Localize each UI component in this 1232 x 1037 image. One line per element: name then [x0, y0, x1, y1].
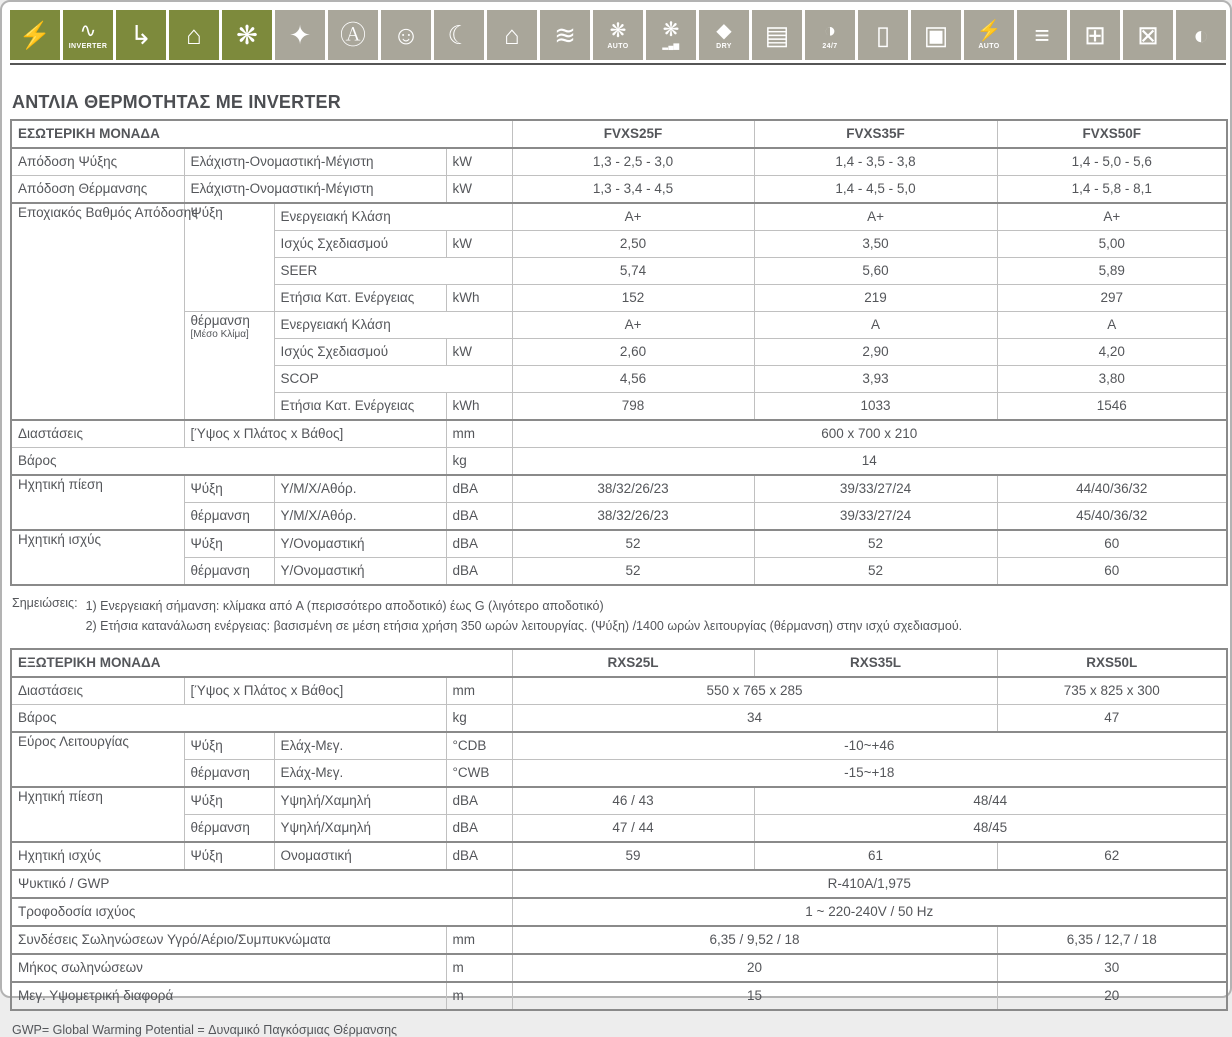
unit-cell: m	[446, 954, 512, 982]
auto-restart-icon	[964, 10, 1014, 60]
icon-glyph: ⌂	[186, 20, 202, 50]
unit-cell: dBA	[446, 530, 512, 558]
value-cell: 297	[997, 285, 1227, 312]
value-cell: A	[997, 312, 1227, 339]
seasonal-cooling-class-row	[11, 203, 1227, 231]
unit-cell: dBA	[446, 558, 512, 586]
value-cell: 46 / 43	[512, 787, 754, 815]
value-cell: 4,56	[512, 366, 754, 393]
unit-cell: dBA	[446, 842, 512, 870]
mode-cell: Ψύξη	[184, 203, 274, 312]
value-cell: 1,3 - 2,5 - 3,0	[512, 148, 754, 176]
spec-cell: Υψηλή/Χαμηλή	[274, 787, 446, 815]
value-cell: 1,4 - 4,5 - 5,0	[754, 176, 997, 204]
value-cell: 1033	[754, 393, 997, 421]
model-header-cell: RXS50L	[997, 649, 1227, 677]
sound-pressure-heating-row	[11, 815, 1227, 843]
model-header-cell: FVXS25F	[512, 120, 754, 148]
value-cell: -15~+18	[512, 760, 1227, 788]
value-cell: A+	[754, 203, 997, 231]
value-cell: 5,89	[997, 258, 1227, 285]
value-cell: 52	[754, 530, 997, 558]
value-cell: A	[754, 312, 997, 339]
mode-cell: θέρμανση	[184, 558, 274, 586]
indoor-table-title: ΕΣΩΤΕΡΙΚΗ ΜΟΝΑΔΑ	[11, 120, 512, 148]
label-cell: Εποχιακός Βαθμός Απόδοσης	[11, 203, 184, 420]
icon-glyph: ❋	[609, 19, 627, 42]
outdoor-unit-table	[10, 648, 1228, 1011]
value-cell: 1,3 - 3,4 - 4,5	[512, 176, 754, 204]
icon-glyph: ↳	[130, 20, 152, 50]
value-cell: 20	[997, 982, 1227, 1010]
spec-cell: SEER	[274, 258, 512, 285]
comfort-airflow-icon	[381, 10, 431, 60]
icon-glyph: ⊠	[1137, 20, 1159, 50]
icon-glyph: ❋	[236, 20, 258, 50]
value-cell: 550 x 765 x 285	[512, 677, 997, 705]
label-cell: Ηχητική πίεση	[11, 475, 184, 530]
spec-cell: [Ύψος x Πλάτος x Βάθος]	[184, 420, 446, 448]
piping-connections-row	[11, 926, 1227, 954]
label-cell: Ηχητική ισχύς	[11, 842, 184, 870]
infrared-remote-icon	[858, 10, 908, 60]
icon-tag-label: ▂▄▆	[662, 43, 680, 50]
value-cell: 5,00	[997, 231, 1227, 258]
weight-row	[11, 705, 1227, 733]
value-cell: 5,74	[512, 258, 754, 285]
spec-cell: Υ/Ονομαστική	[274, 530, 446, 558]
piping-length-row	[11, 954, 1227, 982]
gwp-footer-note: GWP= Global Warming Potential = Δυναμικό Παγκόσμιας Θέρμανσης	[12, 1023, 398, 1037]
unit-cell: dBA	[446, 787, 512, 815]
value-cell: R-410A/1,975	[512, 870, 1227, 898]
value-cell: 60	[997, 530, 1227, 558]
spec-cell: SCOP	[274, 366, 512, 393]
value-cell: 15	[512, 982, 997, 1010]
value-cell: 52	[512, 530, 754, 558]
spec-cell: Υψηλή/Χαμηλή	[274, 815, 446, 843]
spec-cell: Υ/Μ/Χ/Αθόρ.	[274, 503, 446, 531]
spec-cell: Υ/Ονομαστική	[274, 558, 446, 586]
model-header-cell: FVXS50F	[997, 120, 1227, 148]
icon-glyph: ◑	[823, 19, 837, 42]
mode-cell: Ψύξη	[184, 475, 274, 503]
label-cell: Τροφοδοσία ισχύος	[11, 898, 512, 926]
auto-cool-heat-icon	[328, 10, 378, 60]
program-dry-icon	[699, 10, 749, 60]
unit-cell: dBA	[446, 815, 512, 843]
label-cell: Συνδέσεις Σωληνώσεων Υγρό/Αέριο/Συμπυκνώματα	[11, 926, 446, 954]
whisper-quiet-fan-icon	[222, 10, 272, 60]
sound-power-cooling-row	[11, 530, 1227, 558]
label-cell: Ηχητική ισχύς	[11, 530, 184, 585]
notes-block	[12, 596, 1222, 636]
value-cell: 39/33/27/24	[754, 503, 997, 531]
unit-cell: mm	[446, 926, 512, 954]
icon-glyph: ⚡	[976, 19, 1002, 42]
mode-label: θέρμανση	[190, 313, 250, 328]
auto-fan-speed-icon	[593, 10, 643, 60]
mode-cell: Ψύξη	[184, 787, 274, 815]
operation-range-cooling-row	[11, 732, 1227, 760]
label-cell: Βάρος	[11, 448, 446, 476]
unit-cell: kWh	[446, 393, 512, 421]
unit-cell: kW	[446, 231, 512, 258]
spec-cell: Ελάχιστη-Ονομαστική-Μέγιστη	[184, 148, 446, 176]
mode-cell: θέρμανση	[184, 815, 274, 843]
unit-cell: kW	[446, 176, 512, 204]
spec-cell: Ετήσια Κατ. Ενέργειας	[274, 393, 446, 421]
label-cell: Μεγ. Υψομετρική διαφορά	[11, 982, 446, 1010]
icon-tag-label: 24/7	[822, 42, 838, 50]
heating-capacity-row	[11, 176, 1227, 204]
icon-glyph: ❋	[662, 19, 680, 41]
icon-glyph: Ⓐ	[339, 20, 366, 50]
value-cell: 2,90	[754, 339, 997, 366]
night-quiet-mode-icon	[434, 10, 484, 60]
value-cell: 30	[997, 954, 1227, 982]
value-cell: 735 x 825 x 300	[997, 677, 1227, 705]
value-cell: 1,4 - 3,5 - 3,8	[754, 148, 997, 176]
spec-cell: Ελάχ-Μεγ.	[274, 732, 446, 760]
unit-cell: kW	[446, 148, 512, 176]
wired-remote-icon	[911, 10, 961, 60]
value-cell: 14	[512, 448, 1227, 476]
sound-pressure-cooling-row	[11, 787, 1227, 815]
model-header-cell: RXS35L	[754, 649, 997, 677]
label-cell: Βάρος	[11, 705, 446, 733]
icon-glyph: ≡	[1034, 20, 1050, 50]
value-cell: A+	[997, 203, 1227, 231]
standby-saving-icon	[116, 10, 166, 60]
dimensions-row	[11, 677, 1227, 705]
unit-cell: °CDB	[446, 732, 512, 760]
label-cell: Απόδοση Ψύξης	[11, 148, 184, 176]
value-cell: 38/32/26/23	[512, 475, 754, 503]
value-cell: 52	[754, 558, 997, 586]
value-cell: 47	[997, 705, 1227, 733]
value-cell: 4,20	[997, 339, 1227, 366]
climate-label: [Μέσο Κλίμα]	[190, 328, 249, 340]
spec-cell: Ελάχιστη-Ονομαστική-Μέγιστη	[184, 176, 446, 204]
icon-glyph: ◐	[1193, 20, 1209, 50]
value-cell: 44/40/36/32	[997, 475, 1227, 503]
value-cell: 38/32/26/23	[512, 503, 754, 531]
unit-cell: mm	[446, 420, 512, 448]
multi-room-icon	[1123, 10, 1173, 60]
operation-range-heating-row	[11, 760, 1227, 788]
value-cell: 3,80	[997, 366, 1227, 393]
value-cell: 2,50	[512, 231, 754, 258]
mode-cell: Ψύξη	[184, 530, 274, 558]
value-cell: 48/45	[754, 815, 1227, 843]
icon-tag-label: AUTO	[607, 42, 629, 50]
spec-cell: Ενεργειακή Κλάση	[274, 312, 512, 339]
icon-glyph: ☺	[392, 20, 420, 50]
page-title: ΑΝΤΛΙΑ ΘΕΡΜΟΤΗΤΑΣ ΜΕ INVERTER	[12, 92, 341, 112]
label-cell: Μήκος σωληνώσεων	[11, 954, 446, 982]
spec-cell: Ισχύς Σχεδιασμού	[274, 231, 446, 258]
value-cell: 600 x 700 x 210	[512, 420, 1227, 448]
sound-pressure-cooling-row	[11, 475, 1227, 503]
dimensions-row	[11, 420, 1227, 448]
icon-tag-label: AUTO	[978, 42, 1000, 50]
piggy-bank-energy-saving-icon	[10, 10, 60, 60]
spec-cell: Ετήσια Κατ. Ενέργειας	[274, 285, 446, 312]
icon-glyph: ✦	[289, 20, 311, 50]
value-cell: 60	[997, 558, 1227, 586]
icon-glyph: ▯	[875, 20, 891, 50]
powerful-mode-icon	[275, 10, 325, 60]
label-cell: Απόδοση Θέρμανσης	[11, 176, 184, 204]
spec-cell: Ενεργειακή Κλάση	[274, 203, 512, 231]
indoor-unit-table	[10, 119, 1228, 586]
sound-power-heating-row	[11, 558, 1227, 586]
label-cell: Εύρος Λειτουργίας	[11, 732, 184, 787]
value-cell: A+	[512, 312, 754, 339]
icon-glyph: ⚡	[18, 20, 52, 50]
unit-cell: kWh	[446, 285, 512, 312]
flexible-installation-icon	[1176, 10, 1226, 60]
feature-icon-strip	[10, 10, 1226, 65]
indoor-header-row	[11, 120, 1227, 148]
seasonal-heating-class-row	[11, 312, 1227, 339]
value-cell: 6,35 / 12,7 / 18	[997, 926, 1227, 954]
weight-row	[11, 448, 1227, 476]
cooling-capacity-row	[11, 148, 1227, 176]
value-cell: A+	[512, 203, 754, 231]
spec-cell: Ισχύς Σχεδιασμού	[274, 339, 446, 366]
unit-cell: kg	[446, 448, 512, 476]
icon-glyph: ⊞	[1084, 20, 1106, 50]
sound-power-row	[11, 842, 1227, 870]
note-line: 2) Ετήσια κατανάλωση ενέργειας: βασισμένη σε μέση ετήσια χρήση 350 ωρών λειτουργίας. (Ψύξη) /1400 ωρών λειτουργίας (θέρμανση) στην ισχύ σχεδιασμού.	[85, 619, 963, 633]
note-line: 1) Ενεργειακή σήμανση: κλίμακα από A (περισσότερο αποδοτικό) έως G (λιγότερο αποδοτικό)	[85, 599, 604, 613]
spec-cell: Υ/Μ/Χ/Αθόρ.	[274, 475, 446, 503]
value-cell: -10~+46	[512, 732, 1227, 760]
model-header-cell: RXS25L	[512, 649, 754, 677]
value-cell: 61	[754, 842, 997, 870]
value-cell: 2,60	[512, 339, 754, 366]
label-cell: Ηχητική πίεση	[11, 787, 184, 842]
multi-split-icon	[1070, 10, 1120, 60]
value-cell: 59	[512, 842, 754, 870]
fan-speed-steps-icon	[646, 10, 696, 60]
outdoor-header-row	[11, 649, 1227, 677]
unit-cell: mm	[446, 677, 512, 705]
unit-cell: kg	[446, 705, 512, 733]
quiet-outdoor-unit-icon	[169, 10, 219, 60]
model-header-cell: FVXS35F	[754, 120, 997, 148]
unit-cell: °CWB	[446, 760, 512, 788]
value-cell: 1,4 - 5,8 - 8,1	[997, 176, 1227, 204]
label-cell: Ψυκτικό / GWP	[11, 870, 512, 898]
spec-cell: Ελάχ-Μεγ.	[274, 760, 446, 788]
value-cell: 5,60	[754, 258, 997, 285]
value-cell: 39/33/27/24	[754, 475, 997, 503]
icon-tag-label: DRY	[716, 42, 732, 50]
value-cell: 3,50	[754, 231, 997, 258]
sound-pressure-heating-row	[11, 503, 1227, 531]
notes-label: Σημειώσεις:	[12, 596, 78, 610]
value-cell: 3,93	[754, 366, 997, 393]
unit-cell: m	[446, 982, 512, 1010]
vertical-auto-swing-icon	[540, 10, 590, 60]
power-supply-row	[11, 898, 1227, 926]
value-cell: 1,4 - 5,0 - 5,6	[997, 148, 1227, 176]
icon-tag-label: INVERTER	[68, 42, 108, 50]
unit-cell: dBA	[446, 503, 512, 531]
label-cell: Διαστάσεις	[11, 677, 184, 705]
inverter-graph-icon	[63, 10, 113, 60]
value-cell: 52	[512, 558, 754, 586]
value-cell: 20	[512, 954, 997, 982]
value-cell: 47 / 44	[512, 815, 754, 843]
icon-glyph: ∿	[79, 19, 97, 42]
spec-cell: [Ύψος x Πλάτος x Βάθος]	[184, 677, 446, 705]
value-cell: 152	[512, 285, 754, 312]
value-cell: 1 ~ 220-240V / 50 Hz	[512, 898, 1227, 926]
value-cell: 1546	[997, 393, 1227, 421]
mode-cell: θέρμανση	[184, 760, 274, 788]
value-cell: 45/40/36/32	[997, 503, 1227, 531]
max-level-difference-row	[11, 982, 1227, 1010]
refrigerant-row	[11, 870, 1227, 898]
unit-cell: kW	[446, 339, 512, 366]
value-cell: 6,35 / 9,52 / 18	[512, 926, 997, 954]
value-cell: 798	[512, 393, 754, 421]
icon-glyph: ☾	[447, 20, 471, 50]
mode-cell	[184, 312, 274, 421]
value-cell: 219	[754, 285, 997, 312]
air-filter-icon	[752, 10, 802, 60]
mode-cell: Ψύξη	[184, 842, 274, 870]
icon-glyph: ⌂	[504, 20, 520, 50]
icon-glyph: ◆	[716, 19, 732, 42]
outdoor-table-title: ΕΞΩΤΕΡΙΚΗ ΜΟΝΑΔΑ	[11, 649, 512, 677]
home-silent-icon	[487, 10, 537, 60]
icon-glyph: ≋	[554, 20, 576, 50]
value-cell: 34	[512, 705, 997, 733]
icon-glyph: ▣	[923, 20, 949, 50]
mode-cell: θέρμανση	[184, 503, 274, 531]
icon-glyph: ▤	[764, 20, 790, 50]
value-cell: 48/44	[754, 787, 1227, 815]
mode-cell: Ψύξη	[184, 732, 274, 760]
unit-cell: dBA	[446, 475, 512, 503]
group-control-icon	[1017, 10, 1067, 60]
label-cell: Διαστάσεις	[11, 420, 184, 448]
timer-24-7-icon	[805, 10, 855, 60]
spec-cell: Ονομαστική	[274, 842, 446, 870]
value-cell: 62	[997, 842, 1227, 870]
